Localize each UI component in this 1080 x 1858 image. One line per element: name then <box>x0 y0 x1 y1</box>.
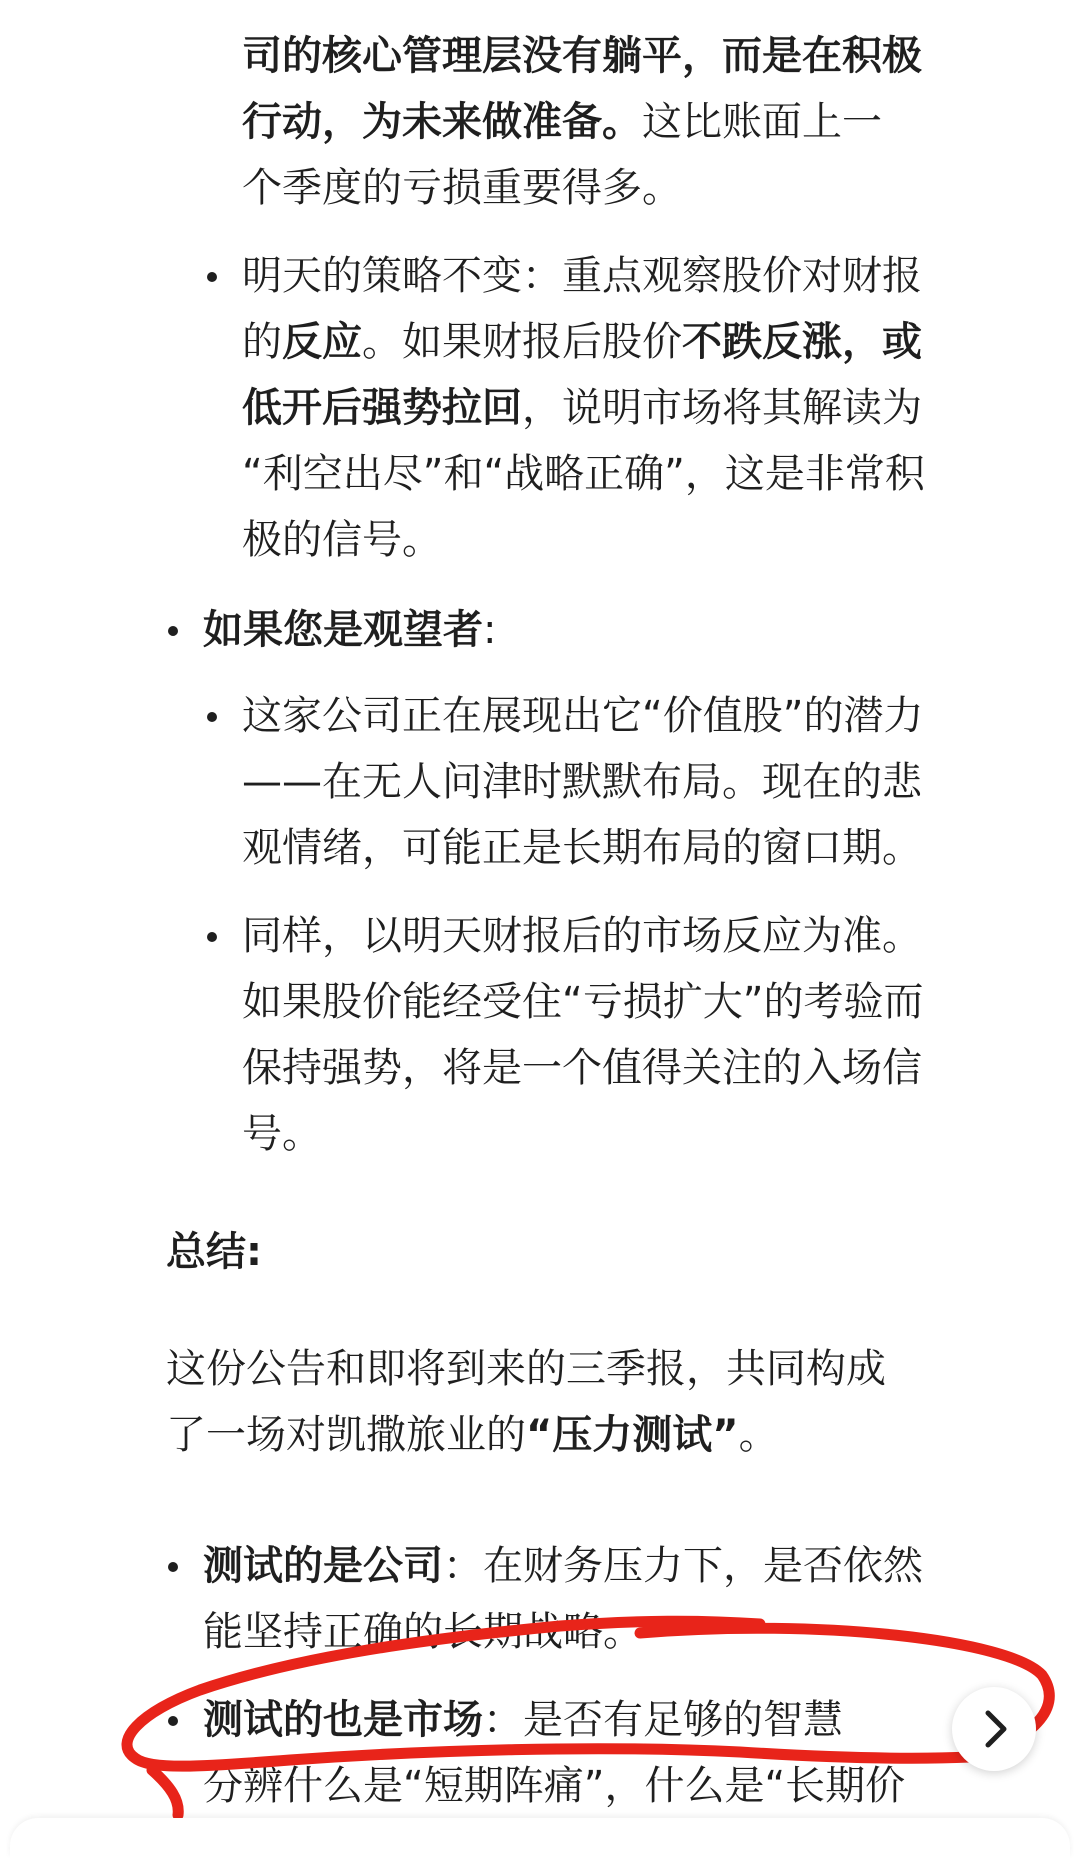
text-line: 这份公告和即将到来的三季报，共同构成 <box>166 1346 886 1392</box>
text-span: 这比账面上一 <box>642 99 882 145</box>
text-span: 了一场对凯撒旅业的 <box>166 1412 526 1458</box>
text-line <box>242 385 922 431</box>
bold-phrase: “压力测试” <box>526 1412 739 1458</box>
text-line: 如果股价能经受住“亏损扩大”的考验而 <box>242 979 924 1025</box>
text-line <box>203 1697 843 1743</box>
chevron-right-icon <box>952 1687 1036 1771</box>
text-line <box>242 99 882 145</box>
text-line: 司的核心管理层没有躺平，而是在积极 <box>242 33 922 79</box>
bold-phrase: 测试的是公司 <box>203 1543 443 1589</box>
text-line: 分辨什么是“短期阵痛”，什么是“长期价 <box>203 1763 906 1809</box>
text-span: ：在财务压力下，是否依然 <box>443 1543 923 1589</box>
text-line: 同样，以明天财报后的市场反应为准。 <box>242 913 922 959</box>
text-line: 明天的策略不变：重点观察股价对财报 <box>242 253 922 299</box>
text-line: 保持强势，将是一个值得关注的入场信 <box>242 1045 922 1091</box>
text-line: 观情绪，可能正是长期布局的窗口期。 <box>242 825 922 871</box>
text-line: “利空出尽”和“战略正确”，这是非常积 <box>242 451 925 497</box>
text-line: 能坚持正确的长期战略。 <box>203 1609 643 1655</box>
text-span: : <box>483 607 497 653</box>
section-heading: 总结: <box>166 1229 262 1275</box>
bullet-dot <box>168 1716 178 1726</box>
bullet-dot <box>207 932 217 942</box>
bullet-dot <box>207 712 217 722</box>
bullet-dot <box>207 272 217 282</box>
bold-phrase: 低开后强势拉回 <box>242 385 522 431</box>
text-line: 极的信号。 <box>242 517 442 563</box>
text-line: 号。 <box>242 1111 322 1157</box>
text-line <box>166 1412 779 1458</box>
bold-phrase: 如果您是观望者 <box>203 607 483 653</box>
text-span: 的 <box>242 319 282 365</box>
scroll-next-button[interactable] <box>952 1687 1036 1771</box>
text-line: ——在无人问津时默默布局。现在的悲 <box>242 759 922 805</box>
text-line: 这家公司正在展现出它“价值股”的潜力 <box>242 693 924 739</box>
text-line <box>203 1543 923 1589</box>
text-span: ：是否有足够的智慧 <box>483 1697 843 1743</box>
text-line <box>242 319 922 365</box>
bullet-dot <box>168 626 178 636</box>
bold-phrase: 行动，为未来做准备。 <box>242 99 642 145</box>
bold-phrase: 测试的也是市场 <box>203 1697 483 1743</box>
bold-phrase: 不跌反涨，或 <box>682 319 922 365</box>
bottom-input-bar[interactable] <box>10 1818 1070 1858</box>
text-span: 。 <box>738 1412 779 1458</box>
bullet-dot <box>168 1562 178 1572</box>
text-span: ，说明市场将其解读为 <box>522 385 922 431</box>
bold-phrase: 反应 <box>282 319 362 365</box>
text-line: 个季度的亏损重要得多。 <box>242 165 682 211</box>
text-span: 。如果财报后股价 <box>362 319 682 365</box>
bullet-heading <box>203 607 497 653</box>
